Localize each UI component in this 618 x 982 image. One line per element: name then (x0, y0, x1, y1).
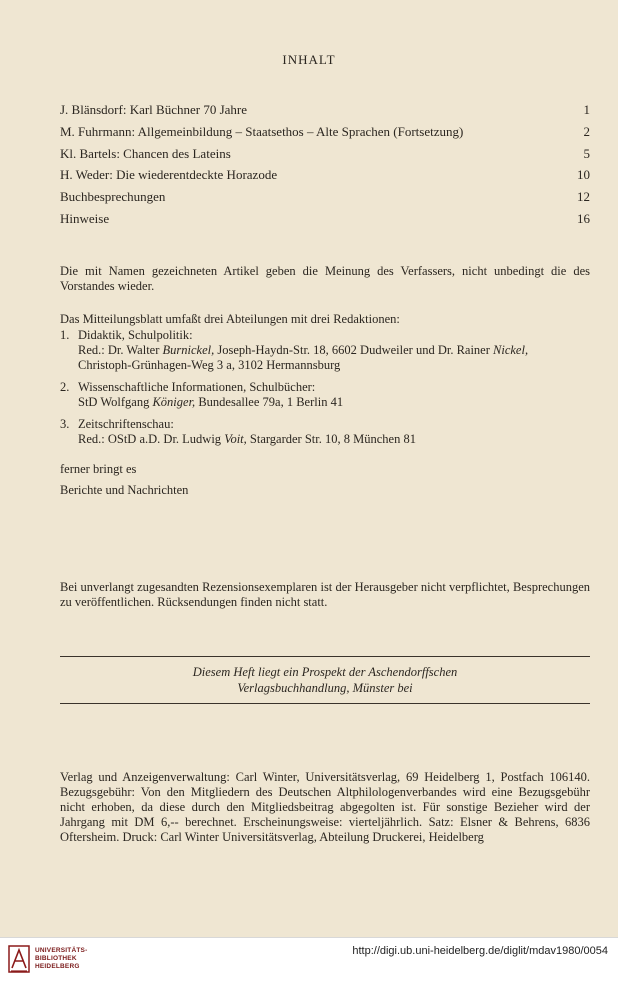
editor-text: StD Wolfgang (78, 395, 153, 409)
divider (60, 703, 590, 704)
editor-text: Red.: Dr. Walter (78, 343, 163, 357)
editor-text: Joseph-Haydn-Str. 18, 6602 Dudweiler und Dr. Rainer (214, 343, 494, 357)
logo-line: BIBLIOTHEK (35, 955, 77, 962)
list-item-number: 2. (60, 380, 70, 394)
toc-entry-page: 2 (583, 123, 590, 139)
list-item-number: 3. (60, 417, 70, 431)
section-address: Christoph-Grünhagen-Weg 3 a, 3102 Hermannsburg (78, 358, 341, 372)
publisher-info: Verlag und Anzeigenverwaltung: Carl Winter, Universitätsverlag, 69 Heidelberg 1, Postfach 106140. Bezugsgebühr: Von den Mitgliedern des Deutschen Altphilologenverbandes wird eine Bezugsgebühr nicht erhoben, da diese durch den Mitgliedsbeitrag abgegolten ist. Für sonstige Bezieher wird der Jahrgang mit DM 6,-- berechnet. Erscheinungsweise: vierteljährlich. Satz: Elsner & Behrens, 6836 Oftersheim. Druck: Carl Winter Universitätsverlag, Abteilung Druckerei, Heidelberg (60, 770, 590, 844)
divider (60, 656, 590, 657)
section-title: Zeitschriftenschau: (78, 417, 174, 431)
editor-name: Nickel, (493, 343, 529, 357)
logo-line: UNIVERSITÄTS- (35, 947, 88, 954)
toc-entry-title: Kl. Bartels: Chancen des Lateins (60, 145, 231, 161)
list-item (60, 380, 595, 410)
toc-entry (60, 143, 590, 165)
library-logo-text (35, 947, 87, 971)
toc-entry-page: 16 (577, 210, 590, 226)
footer-bar (0, 937, 618, 982)
toc-entry (60, 186, 590, 208)
insert-notice (60, 664, 590, 696)
editor-text: Red.: OStD a.D. Dr. Ludwig (78, 432, 225, 446)
ferner-text: ferner bringt es (60, 462, 137, 476)
toc-entry (60, 121, 590, 143)
toc-entry (60, 208, 590, 230)
section-editor (78, 343, 595, 358)
toc-entry-title: Buchbesprechungen (60, 189, 166, 205)
sections-list (60, 328, 595, 454)
toc-entry (60, 164, 590, 186)
toc-entry-page: 1 (583, 102, 590, 117)
insert-notice-line: Verlagsbuchhandlung, Münster bei (237, 681, 413, 695)
list-item (60, 328, 595, 373)
source-url-link[interactable]: http://digi.ub.uni-heidelberg.de/diglit/mdav1980/0054 (352, 945, 608, 957)
list-item (60, 417, 595, 447)
page-title: INHALT (282, 52, 336, 67)
toc-entry-title: J. Blänsdorf: Karl Büchner 70 Jahre (60, 102, 248, 117)
toc-entry-page: 5 (583, 145, 590, 161)
editor-text: Stargarder Str. 10, 8 München 81 (246, 432, 416, 446)
section-editor (78, 395, 595, 410)
editor-name: Voit, (224, 432, 247, 446)
toc-entry-title: H. Weder: Die wiederentdeckte Horazode (60, 167, 278, 183)
toc-entry-title: Hinweise (60, 210, 110, 226)
library-logo-icon (8, 944, 30, 974)
section-editor (78, 432, 595, 447)
berichte-text: Berichte und Nachrichten (60, 483, 189, 497)
table-of-contents (60, 99, 590, 230)
toc-entry (60, 99, 590, 121)
editor-name: Königer, (152, 395, 196, 409)
logo-line: HEIDELBERG (35, 963, 80, 970)
insert-notice-line: Diesem Heft liegt ein Prospekt der Aschendorffschen (192, 665, 458, 679)
section-title: Wissenschaftliche Informationen, Schulbücher: (78, 380, 316, 394)
authors-note: Die mit Namen gezeichneten Artikel geben die Meinung des Verfassers, nicht unbedingt die des Vorstandes wieder. (60, 264, 590, 293)
list-item-number: 1. (60, 328, 70, 342)
toc-entry-page: 10 (577, 167, 590, 183)
toc-entry-title: M. Fuhrmann: Allgemeinbildung – Staatsethos – Alte Sprachen (Fortsetzung) (60, 123, 464, 139)
sections-intro: Das Mitteilungsblatt umfaßt drei Abteilungen mit drei Redaktionen: (60, 312, 400, 326)
editor-text: Bundesallee 79a, 1 Berlin 41 (195, 395, 344, 409)
section-title: Didaktik, Schulpolitik: (78, 328, 193, 342)
editor-name: Burnickel, (162, 343, 215, 357)
review-note: Bei unverlangt zugesandten Rezensionsexemplaren ist der Herausgeber nicht verpflichtet, Besprechungen zu veröffentlichen. Rücksendungen finden nicht statt. (60, 580, 590, 609)
toc-entry-page: 12 (577, 189, 590, 205)
